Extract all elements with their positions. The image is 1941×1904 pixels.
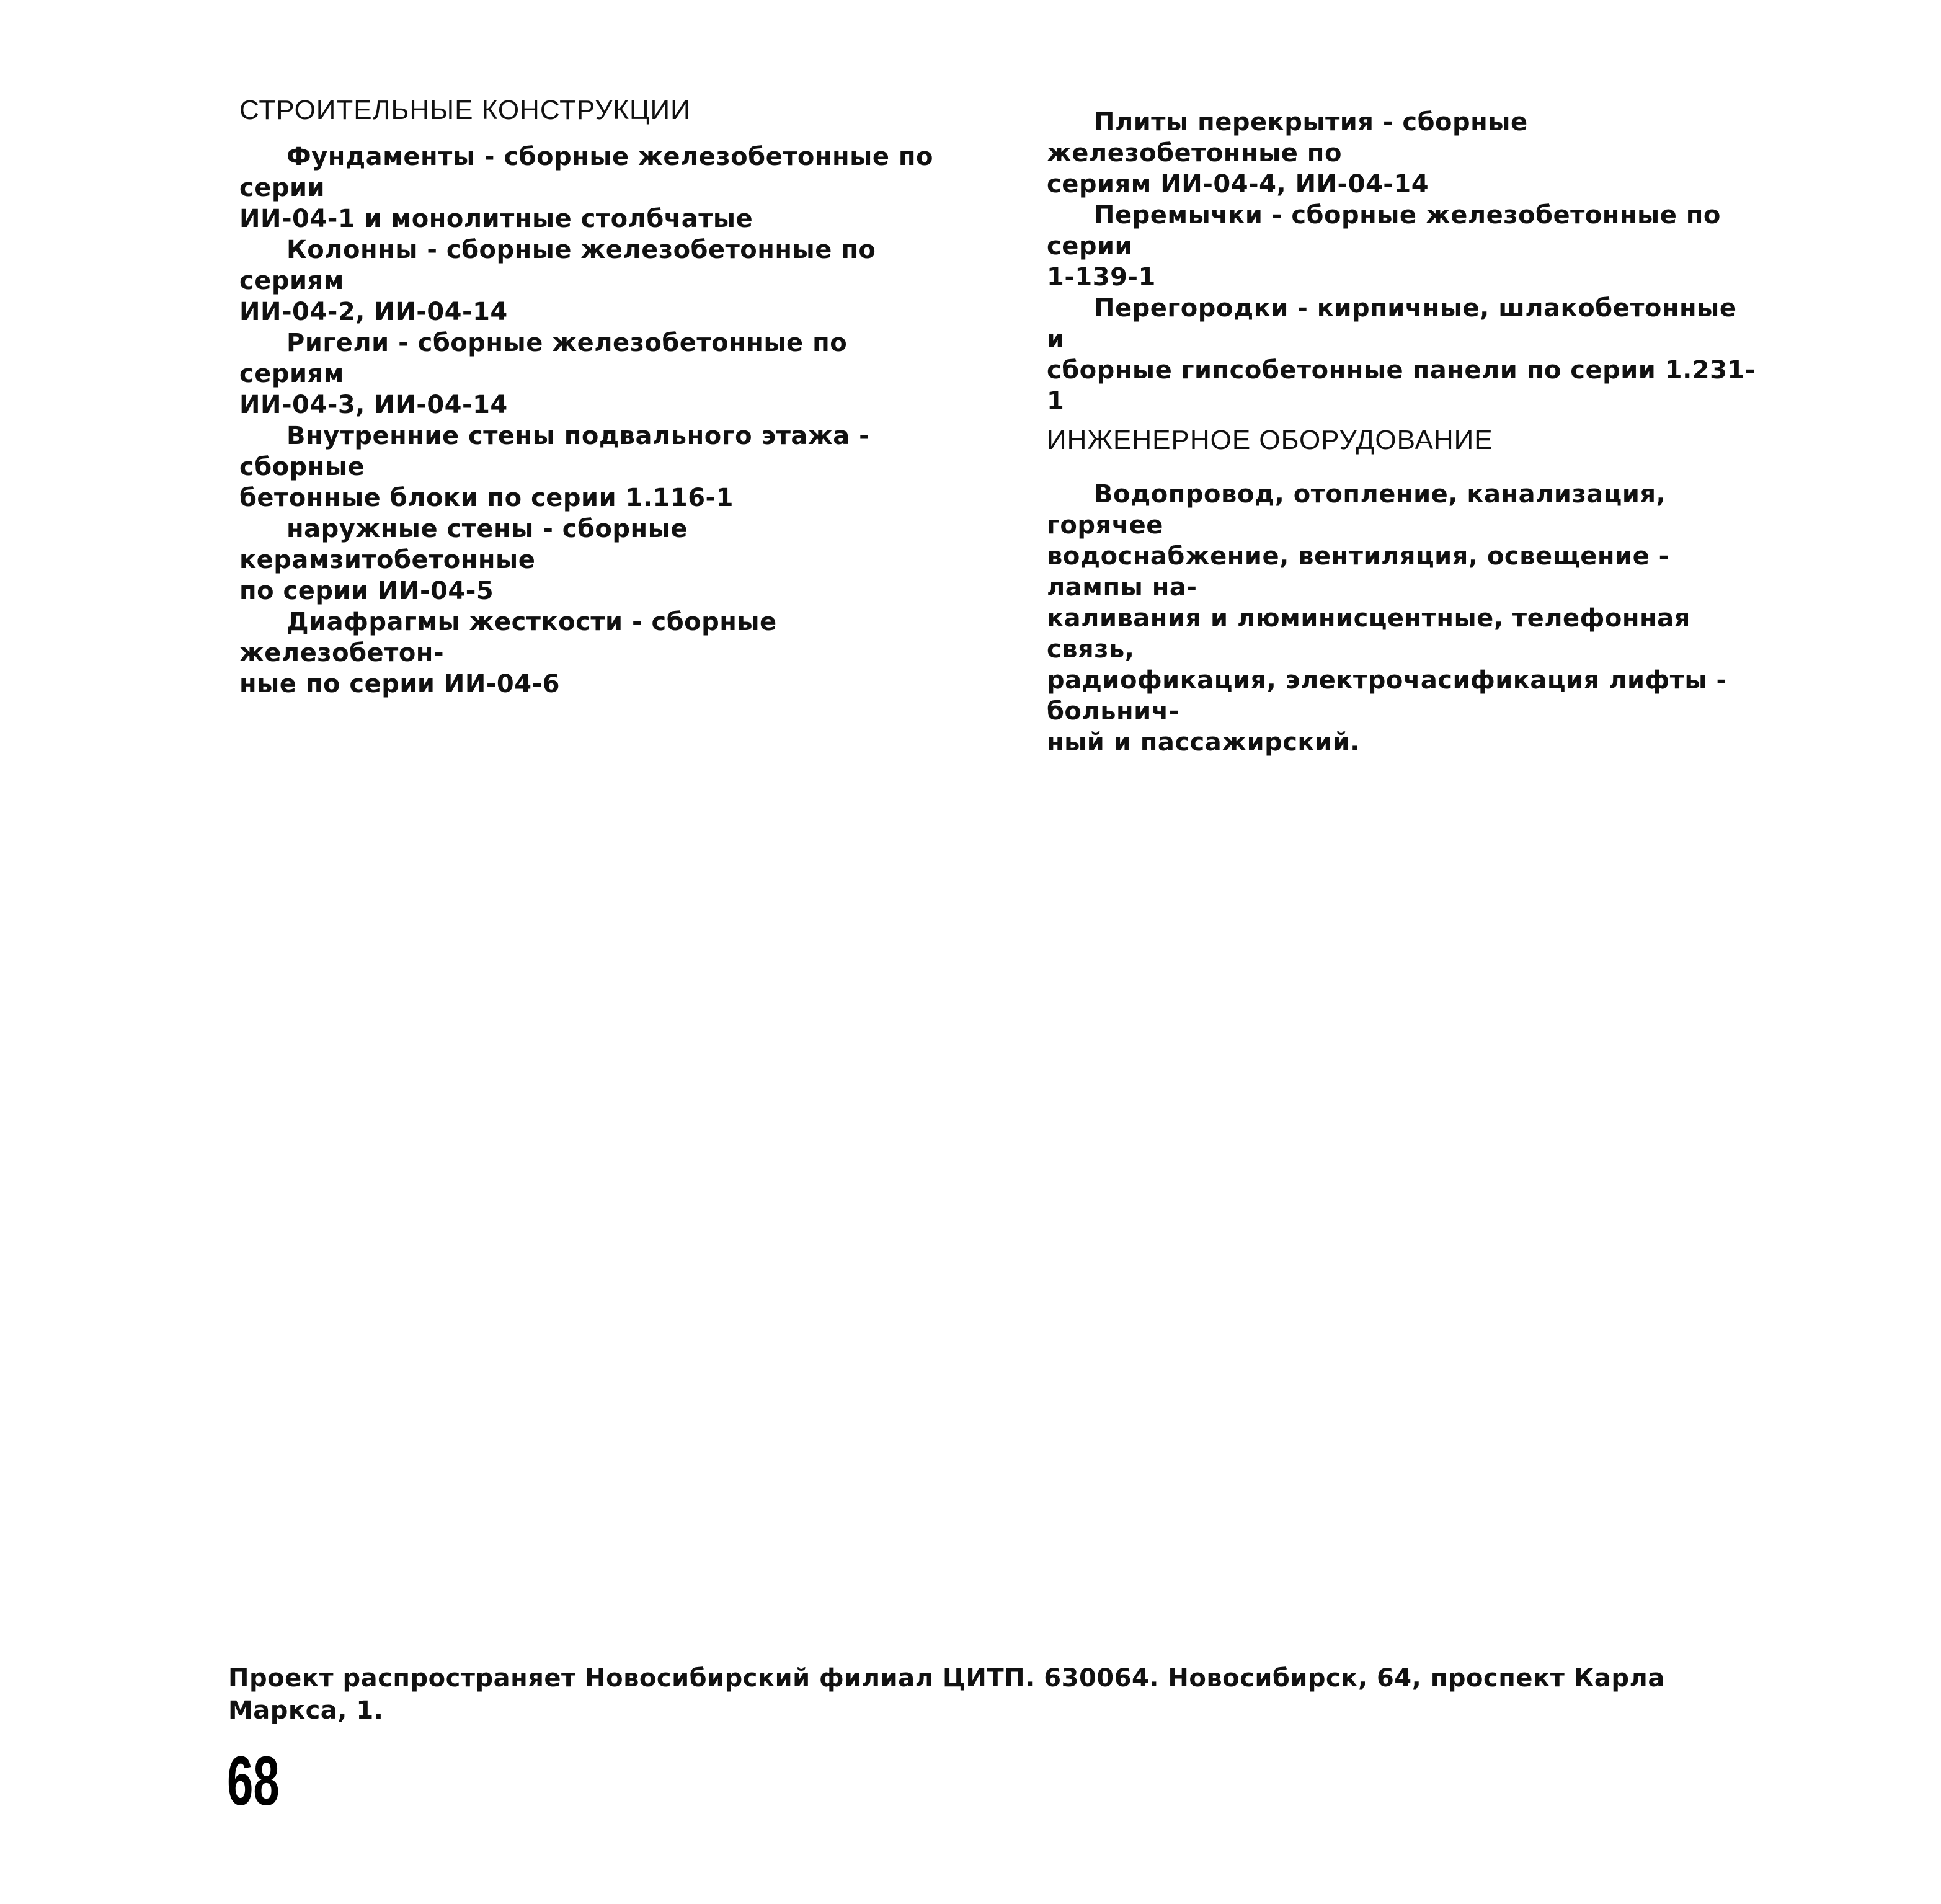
paragraph-foundations	[239, 141, 953, 234]
right-column	[1047, 107, 1760, 758]
text-line: сериям ИИ-04-4, ИИ-04-14	[1047, 170, 1429, 198]
text-line: по серии ИИ-04-5	[239, 577, 494, 605]
text-line: сборные гипсобетонные панели по серии 1.231-1	[1047, 356, 1756, 416]
paragraph-utilities	[1047, 479, 1760, 758]
text-line: наружные стены - сборные керамзитобетонные	[239, 515, 688, 574]
text-line: Перемычки - сборные железобетонные по серии	[1047, 201, 1721, 260]
paragraph-lintels	[1047, 200, 1760, 293]
text-line: ный и пассажирский.	[1047, 728, 1360, 757]
distributor-credit: Проект распространяет Новосибирский филиал ЦИТП. 630064. Новосибирск, 64, проспект Карла Маркса, 1.	[228, 1664, 1665, 1725]
section-heading-engineering: ИНЖЕНЕРНОЕ ОБОРУДОВАНИЕ	[1047, 425, 1493, 455]
text-line: каливания и люминисцентные, телефонная связь,	[1047, 604, 1690, 664]
text-line: Фундаменты - сборные железобетонные по серии	[239, 143, 933, 202]
text-line: Плиты перекрытия - сборные железобетонные по	[1047, 108, 1528, 167]
paragraph-floor-slabs	[1047, 107, 1760, 200]
text-line: Перегородки - кирпичные, шлакобетонные и	[1047, 294, 1737, 354]
text-line: Диафрагмы жесткости - сборные железобетон-	[239, 608, 777, 667]
text-line: ИИ-04-1 и монолитные столбчатые	[239, 205, 753, 233]
text-line: ИИ-04-2, ИИ-04-14	[239, 298, 508, 326]
paragraph-crossbars	[239, 327, 953, 420]
text-line: Колонны - сборные железобетонные по сериям	[239, 236, 876, 295]
text-line: водоснабжение, вентиляция, освещение - лампы на-	[1047, 542, 1669, 602]
paragraph-exterior-walls	[239, 514, 953, 607]
paragraph-columns	[239, 234, 953, 327]
paragraph-basement-walls	[239, 420, 953, 514]
text-line: бетонные блоки по серии 1.116-1	[239, 484, 734, 512]
paragraph-stiffness-diaphragms	[239, 607, 953, 700]
page-number: 68	[227, 1742, 280, 1820]
text-line: ные по серии ИИ-04-6	[239, 670, 561, 698]
text-line: радиофикация, электрочасификация лифты - больнич-	[1047, 666, 1727, 726]
text-line: Водопровод, отопление, канализация, горячее	[1047, 480, 1666, 540]
text-line: ИИ-04-3, ИИ-04-14	[239, 391, 508, 419]
text-line: 1-139-1	[1047, 263, 1156, 291]
section-heading-structures: СТРОИТЕЛЬНЫЕ КОНСТРУКЦИИ	[239, 95, 691, 125]
text-line: Внутренние стены подвального этажа - сборные	[239, 422, 870, 481]
paragraph-partitions	[1047, 293, 1760, 417]
left-column	[239, 93, 953, 700]
text-line: Ригели - сборные железобетонные по сериям	[239, 329, 848, 388]
